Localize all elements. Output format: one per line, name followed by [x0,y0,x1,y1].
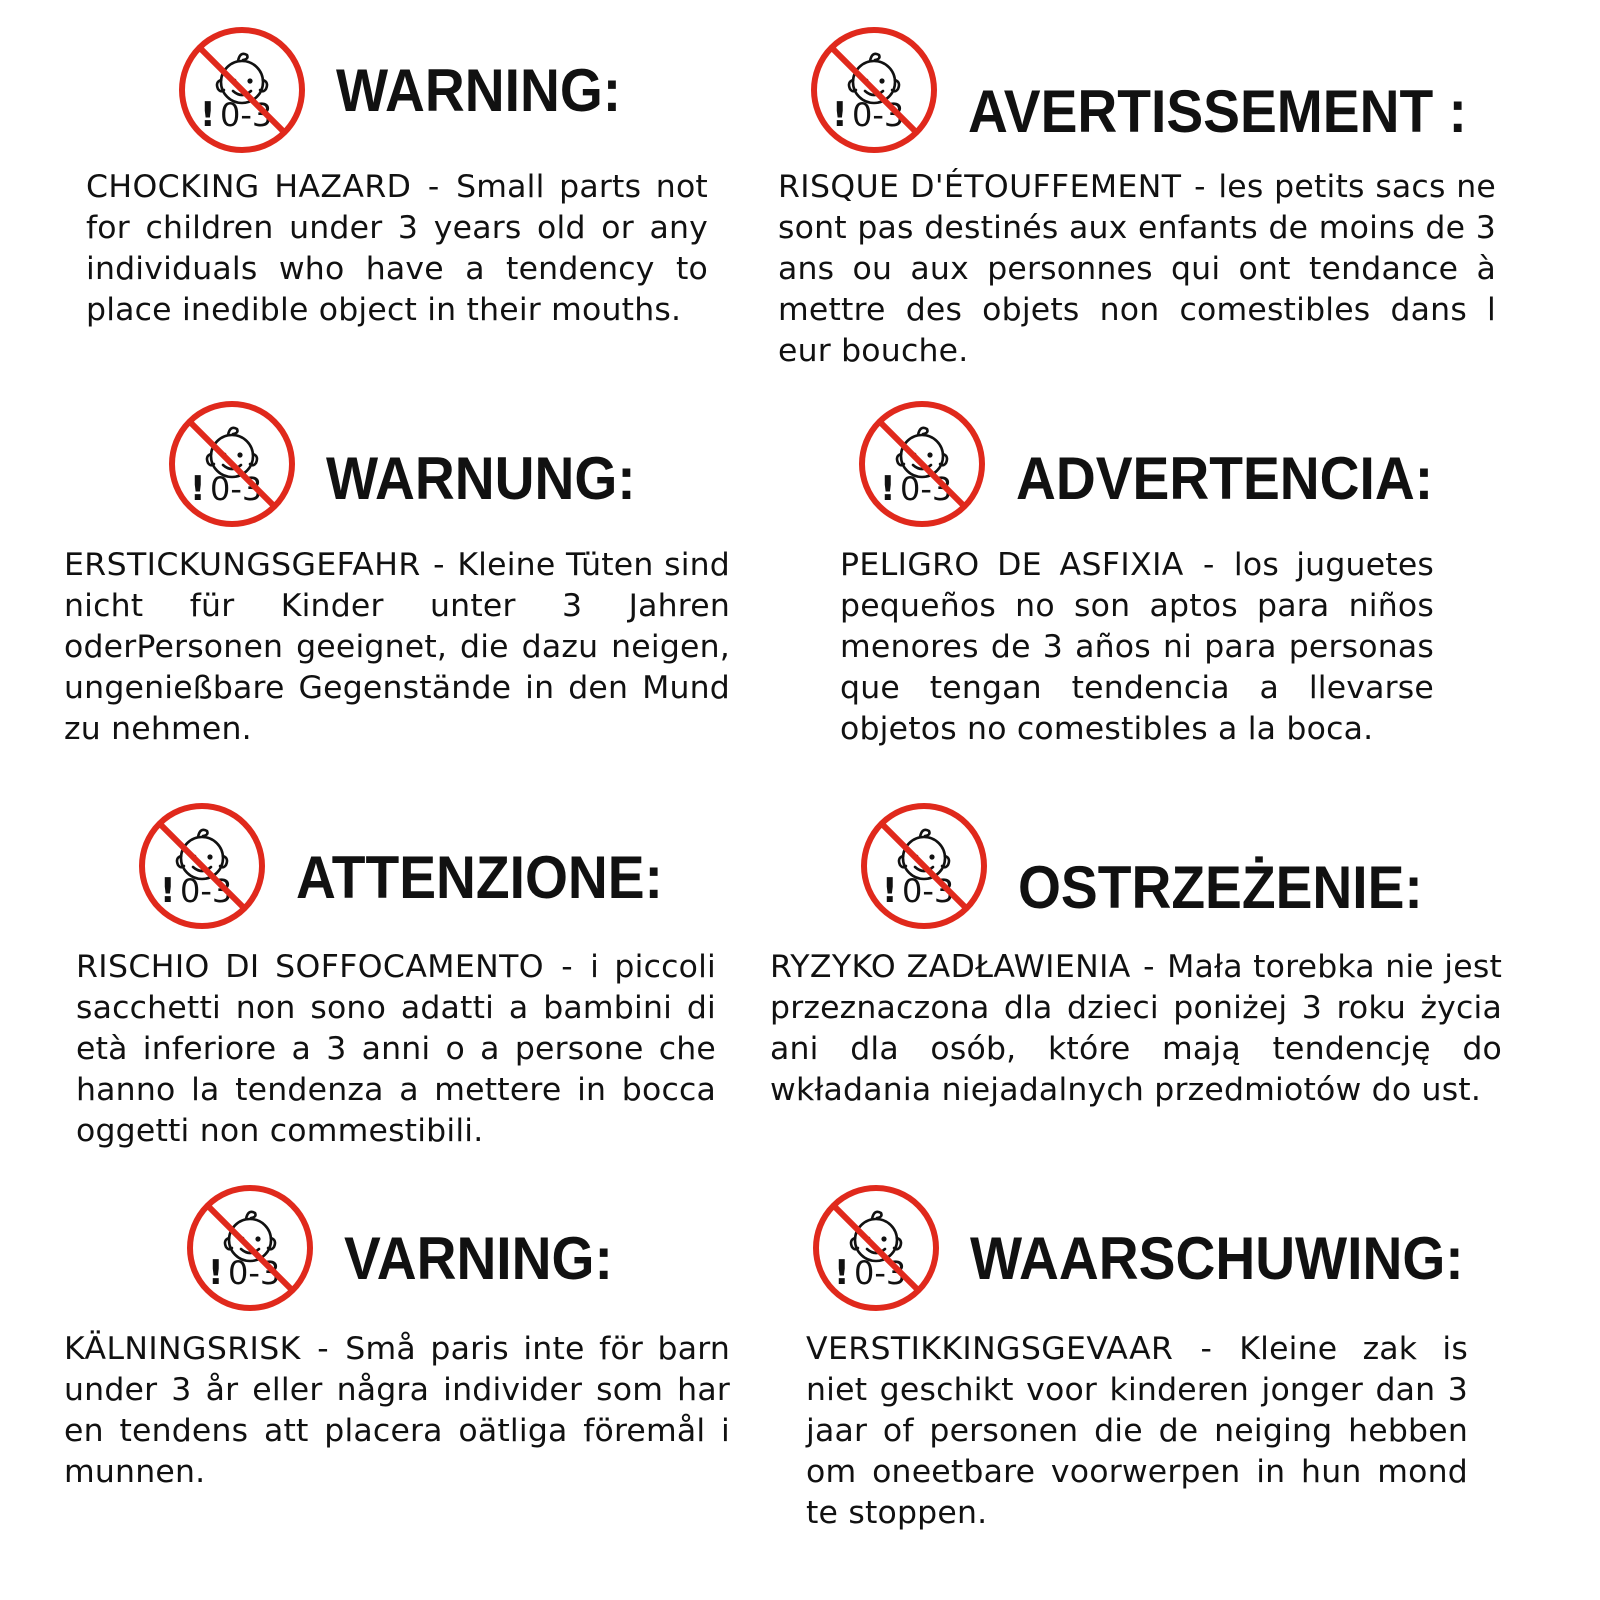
svg-text:0-3: 0-3 [852,96,905,134]
svg-text:!: ! [160,871,176,911]
warning-text-en [86,167,708,331]
hazard-label-en: CHOCKING HAZARD [86,169,412,205]
heading-row-it [136,800,695,932]
hazard-label-es: PELIGRO DE ASFIXIA [840,547,1184,583]
svg-text:!: ! [832,95,848,135]
no-children-under-3-icon [858,800,990,932]
heading-nl: WAARSCHUWING: [970,1224,1464,1292]
heading-row-pl [858,800,1458,932]
heading-es: ADVERTENCIA: [1016,444,1434,512]
separator-pl: - [1143,949,1155,985]
svg-text:0-3: 0-3 [902,872,955,910]
separator-de: - [433,547,445,583]
description-sv: Små paris inte för barn under 3 år eller några individer som har en tendens att placera oätliga föremål i munnen. [64,1331,731,1490]
svg-text:0-3: 0-3 [180,872,233,910]
svg-text:0-3: 0-3 [210,470,263,508]
warning-text-es [840,545,1434,750]
svg-text:0-3: 0-3 [228,1254,281,1292]
heading-row-de [166,398,663,530]
svg-text:0-3: 0-3 [900,470,953,508]
svg-text:!: ! [834,1253,850,1293]
no-children-under-3-icon [810,1182,942,1314]
svg-text:0-3: 0-3 [854,1254,907,1292]
no-children-under-3-icon [184,1182,316,1314]
no-children-under-3-icon [856,398,988,530]
no-children-under-3-icon [166,398,298,530]
separator-nl: - [1200,1331,1213,1367]
heading-de: WARNUNG: [326,444,636,512]
warning-text-de [64,545,730,750]
warning-text-fr [778,167,1496,372]
separator-sv: - [317,1331,329,1367]
svg-text:!: ! [200,95,216,135]
heading-en: WARNING: [336,56,622,124]
warning-text-pl [770,947,1502,1111]
svg-text:0-3: 0-3 [220,96,273,134]
svg-text:!: ! [208,1253,224,1293]
description-de: Kleine Tüten sind nicht für Kinder unter 3 Jahren oderPersonen geeignet, die dazu neigen, ungenießbare Gegenstände in den Mund zu nehmen. [64,547,731,747]
description-nl: Kleine zak is niet geschikt voor kinderen jonger dan 3 jaar of personen die de neiging hebben om oneetbare voorwerpen in hun mond te stoppen. [806,1331,1468,1531]
heading-row-nl [810,1182,1507,1314]
heading-it: ATTENZIONE: [296,843,663,911]
heading-fr: AVERTISSEMENT : [968,77,1467,145]
svg-text:!: ! [882,871,898,911]
description-fr: les petits sacs ne sont pas destinés aux enfants de moins de 3 ans ou aux personnes qui ont tendance à mettre des objets non comestibles dans l eur bouche. [778,169,1496,369]
warning-text-it [76,947,716,1152]
description-en: Small parts not for children under 3 years old or any individuals who have a tendency to place inedible object in their mouths. [86,169,708,328]
description-pl: Mała torebka nie jest przeznaczona dla dzieci poniżej 3 roku życia ani dla osób, które mają tendencję do wkładania niejadalnych przedmiotów do ust. [770,949,1503,1108]
hazard-label-fr: RISQUE D'ÉTOUFFEMENT [778,169,1182,205]
hazard-label-de: ERSTICKUNGSGEFAHR [64,547,421,583]
heading-row-sv [184,1182,636,1314]
separator-es: - [1203,547,1215,583]
separator-it: - [561,949,573,985]
hazard-label-it: RISCHIO DI SOFFOCAMENTO [76,949,544,985]
svg-text:!: ! [880,469,896,509]
hazard-label-sv: KÄLNINGSRISK [64,1331,301,1367]
svg-text:!: ! [190,469,206,509]
heading-row-es [856,398,1469,530]
description-es: los juguetes pequeños no son aptos para niños menores de 3 años ni para personas que tengan tendencia a llevarse objetos no comestibles a la boca. [840,547,1435,747]
heading-pl: OSTRZEŻENIE: [1018,853,1423,921]
hazard-label-pl: RYZYKO ZADŁAWIENIA [770,949,1131,985]
warning-text-nl [806,1329,1468,1534]
heading-row-fr [808,24,1510,156]
no-children-under-3-icon [176,24,308,156]
heading-sv: VARNING: [344,1224,613,1292]
warning-text-sv [64,1329,730,1493]
heading-row-en [176,24,646,156]
no-children-under-3-icon [808,24,940,156]
no-children-under-3-icon [136,800,268,932]
separator-en: - [427,169,440,205]
description-it: i piccoli sacchetti non sono adatti a bambini di età inferiore a 3 anni o a persone che hanno la tendenza a mettere in bocca oggetti non commestibili. [76,949,716,1149]
separator-fr: - [1194,169,1206,205]
hazard-label-nl: VERSTIKKINGSGEVAAR [806,1331,1174,1367]
